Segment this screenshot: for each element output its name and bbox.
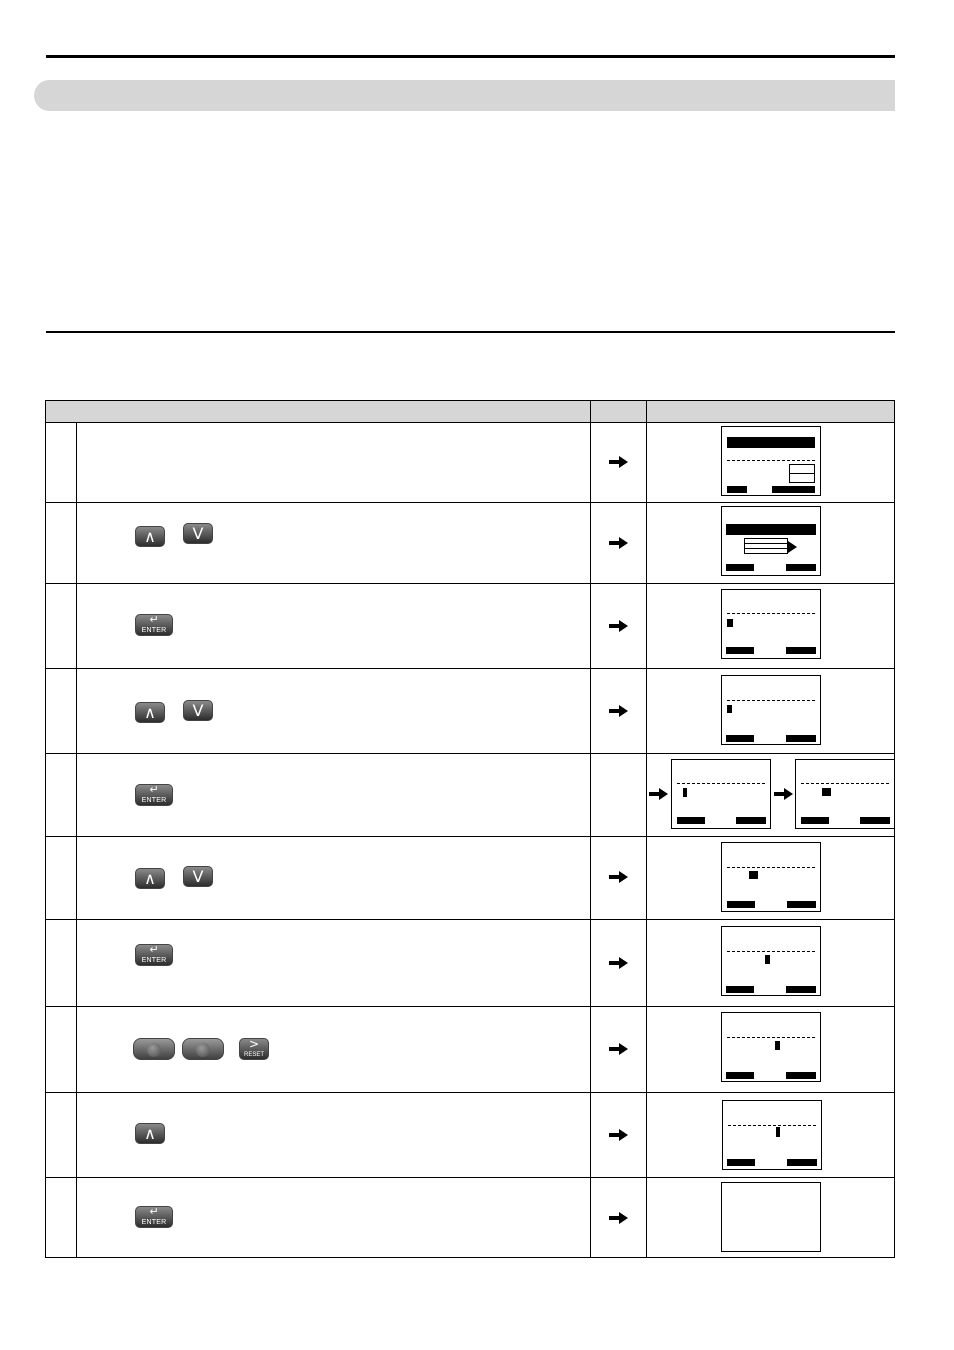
lcd-display-1 bbox=[721, 426, 821, 496]
enter-key[interactable]: ↵ ENTER bbox=[135, 944, 173, 966]
lcd-display-5a bbox=[671, 759, 771, 829]
row-divider bbox=[46, 753, 894, 754]
right-arrow-icon bbox=[609, 1043, 629, 1055]
right-arrow-icon bbox=[609, 1212, 629, 1224]
down-arrow-key[interactable]: V bbox=[183, 866, 213, 887]
right-arrow-icon bbox=[609, 957, 629, 969]
lcd-display-7 bbox=[721, 926, 821, 996]
right-arrow-icon bbox=[609, 1129, 629, 1141]
enter-key[interactable]: ↵ ENTER bbox=[135, 1206, 173, 1228]
down-arrow-key[interactable]: V bbox=[183, 700, 213, 721]
enter-key[interactable]: ↵ ENTER bbox=[135, 784, 173, 806]
up-arrow-key[interactable]: ∧ bbox=[135, 526, 165, 547]
lcd-display-5b bbox=[795, 759, 895, 829]
right-arrow-icon bbox=[649, 788, 669, 800]
lcd-display-10 bbox=[721, 1182, 821, 1252]
up-arrow-key[interactable]: ∧ bbox=[135, 868, 165, 889]
enter-key[interactable]: ↵ ENTER bbox=[135, 614, 173, 636]
row-divider bbox=[46, 502, 894, 503]
column-divider-arrow bbox=[590, 401, 591, 1258]
right-arrow-icon bbox=[609, 705, 629, 717]
right-arrow-icon bbox=[609, 537, 629, 549]
row-divider bbox=[46, 1177, 894, 1178]
row-divider bbox=[46, 1006, 894, 1007]
right-arrow-icon bbox=[609, 871, 629, 883]
right-arrow-icon bbox=[774, 788, 794, 800]
top-rule bbox=[46, 55, 895, 58]
section-rule bbox=[46, 331, 895, 333]
section-banner bbox=[34, 80, 895, 111]
row-divider bbox=[46, 1092, 894, 1093]
lcd-display-9 bbox=[722, 1100, 822, 1170]
lcd-display-2 bbox=[721, 506, 821, 576]
lcd-display-4 bbox=[721, 675, 821, 745]
up-arrow-key[interactable]: ∧ bbox=[135, 1123, 165, 1144]
right-arrow-icon bbox=[609, 620, 629, 632]
reset-key[interactable]: > RESET bbox=[239, 1038, 269, 1060]
column-divider-step bbox=[76, 422, 77, 1258]
lcd-display-6 bbox=[721, 842, 821, 912]
down-arrow-key[interactable]: V bbox=[183, 523, 213, 544]
row-divider bbox=[46, 919, 894, 920]
right-arrow-icon bbox=[609, 456, 629, 468]
lcd-display-3 bbox=[721, 589, 821, 659]
table-header bbox=[46, 401, 894, 423]
operator-key-middle[interactable] bbox=[182, 1038, 224, 1060]
operator-key-left[interactable] bbox=[133, 1038, 175, 1060]
row-divider bbox=[46, 668, 894, 669]
row-divider bbox=[46, 583, 894, 584]
up-arrow-key[interactable]: ∧ bbox=[135, 702, 165, 723]
lcd-display-8 bbox=[721, 1012, 821, 1082]
column-divider-display bbox=[646, 401, 647, 1258]
row-divider bbox=[46, 836, 894, 837]
